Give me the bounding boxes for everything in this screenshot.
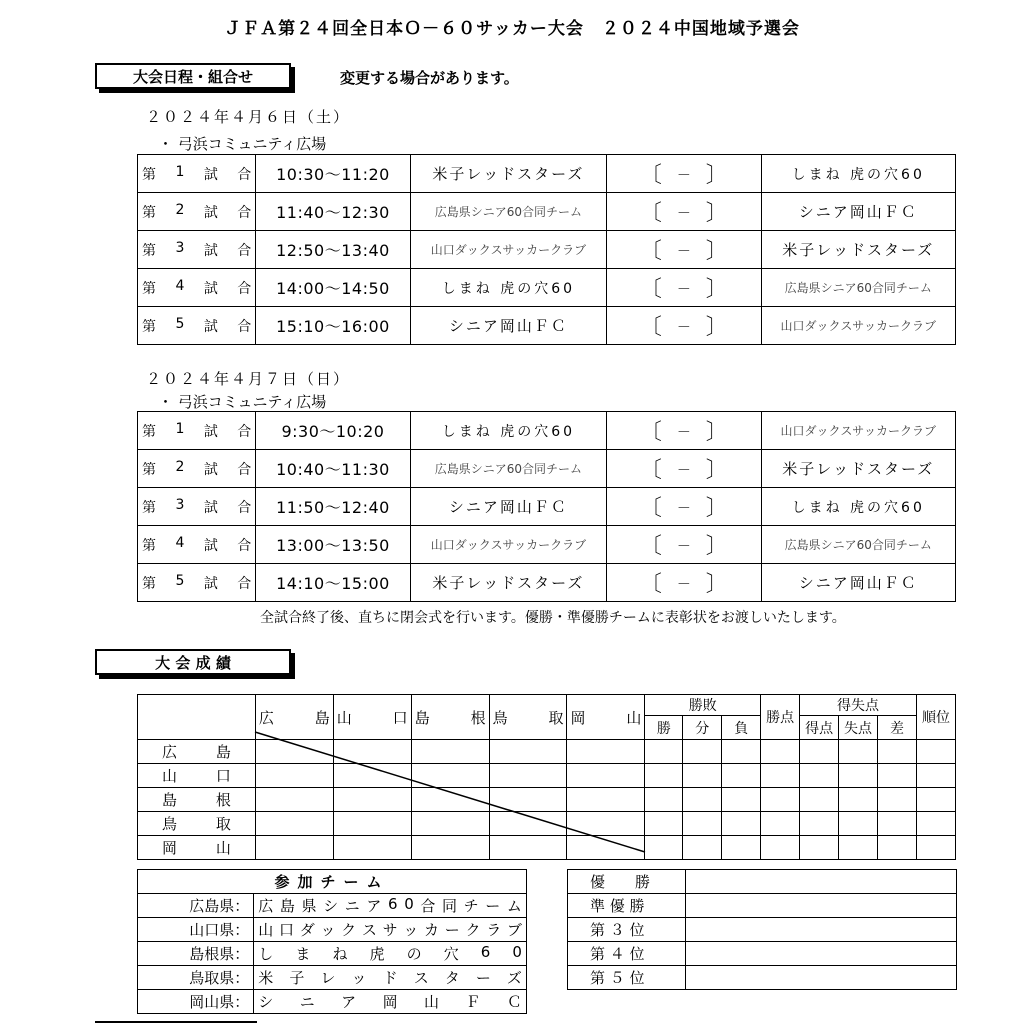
- results-goals-header: 得失点: [800, 695, 917, 716]
- match-row: [138, 307, 956, 345]
- results-cell[interactable]: [333, 764, 411, 788]
- match-time: 12:50～13:40: [256, 231, 410, 269]
- results-rank-header: 順位: [916, 695, 955, 740]
- team-name-char: 広: [258, 897, 274, 915]
- results-cell[interactable]: [567, 836, 645, 860]
- score-dash: －: [676, 462, 691, 479]
- score-bracket-left-icon: 〔: [639, 534, 662, 559]
- results-cell[interactable]: [411, 836, 489, 860]
- away-team: 米子レッドスターズ: [761, 231, 956, 269]
- ranking-label: 第 ５ 位: [568, 966, 686, 990]
- ranking-label: 第 ４ 位: [568, 942, 686, 966]
- away-team: 広島県シニア60合同チーム: [761, 526, 956, 564]
- match-time: 13:00～13:50: [256, 526, 410, 564]
- team-name-char: 島: [279, 897, 295, 915]
- score-cell: [607, 193, 761, 231]
- document-title: ＪＦＡ第２４回全日本Ｏ－６０サッカー大会 ２０２４中国地域予選会: [224, 19, 800, 39]
- score-bracket-right-icon: 〕: [705, 458, 728, 483]
- team-name-char: ク: [341, 921, 357, 939]
- score-bracket-left-icon: 〔: [639, 239, 662, 264]
- ranking-label: 優 勝: [568, 870, 686, 894]
- ranking-row: [568, 894, 957, 918]
- results-cell[interactable]: [877, 764, 916, 788]
- ranking-label: 第 ３ 位: [568, 918, 686, 942]
- team-name-char: レ: [320, 969, 336, 987]
- score-dash: －: [676, 576, 691, 593]
- participating-teams-table: [137, 869, 527, 1014]
- score-dash: －: [676, 319, 691, 336]
- team-prefecture: 鳥取県：: [138, 966, 254, 990]
- results-col-okayama: 岡 山: [567, 695, 645, 740]
- results-cell[interactable]: [489, 812, 567, 836]
- results-cell[interactable]: [877, 788, 916, 812]
- score-cell: [607, 307, 761, 345]
- score-bracket-left-icon: 〔: [639, 163, 662, 188]
- team-prefecture: 広島県：: [138, 894, 254, 918]
- score-dash: －: [676, 167, 691, 184]
- score-bracket-left-icon: 〔: [639, 496, 662, 521]
- results-cell[interactable]: [683, 812, 722, 836]
- team-name: [254, 894, 527, 918]
- score-dash: －: [676, 281, 691, 298]
- results-row: [138, 740, 956, 764]
- closing-ceremony-note: 全試合終了後、直ちに閉会式を行います。優勝・準優勝チームに表彰状をお渡しいたします。: [260, 610, 846, 626]
- team-row: [138, 966, 527, 990]
- score-cell: [607, 269, 761, 307]
- team-name-char: シ: [258, 993, 274, 1011]
- team-name-char: 虎: [369, 945, 385, 963]
- team-row: [138, 990, 527, 1014]
- away-team: シニア岡山ＦＣ: [761, 193, 956, 231]
- away-team: 山口ダックスサッカークラブ: [761, 307, 956, 345]
- results-cell[interactable]: [567, 812, 645, 836]
- results-cell[interactable]: [800, 764, 839, 788]
- team-name-char: し: [258, 945, 274, 963]
- match-row: [138, 412, 956, 450]
- results-cell[interactable]: [489, 836, 567, 860]
- team-name-char: ク: [465, 921, 481, 939]
- score-bracket-left-icon: 〔: [639, 572, 662, 597]
- away-team: 米子レッドスターズ: [761, 450, 956, 488]
- team-name-char: サ: [382, 921, 398, 939]
- results-cell[interactable]: [916, 764, 955, 788]
- team-name-char: 山: [258, 921, 274, 939]
- match-row: [138, 231, 956, 269]
- results-row-team: 島 根: [138, 788, 256, 812]
- results-cell[interactable]: [645, 764, 683, 788]
- results-cell[interactable]: [645, 836, 683, 860]
- score-dash: －: [676, 243, 691, 260]
- team-name: [254, 990, 527, 1014]
- results-cell[interactable]: [877, 836, 916, 860]
- score-bracket-left-icon: 〔: [639, 277, 662, 302]
- match-row: [138, 488, 956, 526]
- team-name-char: 口: [279, 921, 295, 939]
- team-name-char: ア: [366, 897, 382, 915]
- results-cell[interactable]: [839, 836, 878, 860]
- team-name-char: ッ: [320, 921, 336, 939]
- results-cell[interactable]: [800, 788, 839, 812]
- score-cell: [607, 488, 761, 526]
- results-cell[interactable]: [761, 836, 800, 860]
- results-cell[interactable]: [683, 788, 722, 812]
- results-cell[interactable]: [916, 836, 955, 860]
- score-bracket-left-icon: 〔: [639, 315, 662, 340]
- score-dash: －: [676, 205, 691, 222]
- results-points-header: 勝点: [761, 695, 800, 740]
- results-cell[interactable]: [645, 740, 683, 764]
- match-row: [138, 526, 956, 564]
- results-cell[interactable]: [645, 812, 683, 836]
- results-cell[interactable]: [333, 836, 411, 860]
- day2-date: ２０２４年４月７日（日）: [146, 370, 351, 388]
- team-name-char: ー: [485, 897, 501, 915]
- results-cell[interactable]: [255, 836, 333, 860]
- score-bracket-right-icon: 〕: [705, 277, 728, 302]
- schedule-section-header: [95, 63, 291, 89]
- team-name-char: ド: [382, 969, 398, 987]
- day2-schedule-table: [137, 411, 956, 602]
- results-cell[interactable]: [839, 812, 878, 836]
- results-cell[interactable]: [877, 812, 916, 836]
- team-row: [138, 894, 527, 918]
- team-name-char: ニ: [344, 897, 360, 915]
- ranking-team-cell[interactable]: [685, 966, 956, 990]
- score-bracket-right-icon: 〕: [705, 534, 728, 559]
- match-number: 第 5 試 合: [138, 307, 256, 345]
- match-time: 14:00～14:50: [256, 269, 410, 307]
- team-name: [254, 966, 527, 990]
- team-prefecture: 岡山県：: [138, 990, 254, 1014]
- away-team: 山口ダックスサッカークラブ: [761, 412, 956, 450]
- results-cell[interactable]: [683, 836, 722, 860]
- team-name-char: 山: [424, 993, 440, 1011]
- team-name-char: Ｃ: [506, 993, 522, 1011]
- team-name-char: 0: [512, 943, 522, 961]
- match-row: [138, 193, 956, 231]
- results-cell[interactable]: [489, 788, 567, 812]
- score-cell: [607, 450, 761, 488]
- score-cell: [607, 564, 761, 602]
- score-dash: －: [676, 424, 691, 441]
- home-team: シニア岡山ＦＣ: [410, 488, 606, 526]
- results-cell[interactable]: [333, 740, 411, 764]
- team-name-char: ッ: [403, 921, 419, 939]
- team-name-char: 6: [388, 895, 398, 913]
- ranking-team-cell[interactable]: [685, 894, 956, 918]
- home-team: 広島県シニア60合同チーム: [410, 193, 606, 231]
- team-name-char: タ: [444, 969, 460, 987]
- results-cell[interactable]: [761, 764, 800, 788]
- away-team: しまね 虎の穴60: [761, 155, 956, 193]
- results-cell[interactable]: [489, 764, 567, 788]
- bottom-rule: [95, 1021, 257, 1023]
- team-name-char: ダ: [299, 921, 315, 939]
- results-cell[interactable]: [333, 812, 411, 836]
- results-gf-header: 得点: [800, 716, 839, 740]
- team-name-char: ね: [332, 945, 348, 963]
- team-name-char: チ: [463, 897, 479, 915]
- results-wl-header: 勝敗: [645, 695, 761, 716]
- match-row: [138, 269, 956, 307]
- home-team: 米子レッドスターズ: [410, 564, 606, 602]
- results-cell[interactable]: [916, 740, 955, 764]
- team-name-char: ラ: [486, 921, 502, 939]
- score-bracket-right-icon: 〕: [705, 496, 728, 521]
- match-number: 第 4 試 合: [138, 269, 256, 307]
- team-name-char: ア: [341, 993, 357, 1011]
- day1-schedule-table: [137, 154, 956, 345]
- results-cell[interactable]: [839, 740, 878, 764]
- score-bracket-right-icon: 〕: [705, 315, 728, 340]
- results-row: [138, 836, 956, 860]
- match-time: 15:10～16:00: [256, 307, 410, 345]
- team-row: [138, 918, 527, 942]
- results-corner-cell: [138, 695, 256, 740]
- results-cell[interactable]: [567, 788, 645, 812]
- team-prefecture: 島根県：: [138, 942, 254, 966]
- ranking-team-cell[interactable]: [685, 918, 956, 942]
- match-time: 11:50～12:40: [256, 488, 410, 526]
- results-cell[interactable]: [255, 812, 333, 836]
- results-cell[interactable]: [761, 812, 800, 836]
- team-name-char: 同: [441, 897, 457, 915]
- results-row: [138, 788, 956, 812]
- match-row: [138, 450, 956, 488]
- results-cell[interactable]: [683, 740, 722, 764]
- team-name-char: ス: [413, 969, 429, 987]
- away-team: シニア岡山ＦＣ: [761, 564, 956, 602]
- schedule-note: 変更する場合があります。: [340, 69, 519, 87]
- match-time: 10:30～11:20: [256, 155, 410, 193]
- score-cell: [607, 526, 761, 564]
- match-number: 第 3 試 合: [138, 231, 256, 269]
- results-win-header: 勝: [645, 716, 683, 740]
- results-cell[interactable]: [255, 764, 333, 788]
- day1-date: ２０２４年４月６日（土）: [146, 108, 351, 126]
- results-cell[interactable]: [800, 812, 839, 836]
- results-row-team: 鳥 取: [138, 812, 256, 836]
- results-row-team: 広 島: [138, 740, 256, 764]
- results-cell[interactable]: [411, 788, 489, 812]
- match-number: 第 5 試 合: [138, 564, 256, 602]
- score-bracket-right-icon: 〕: [705, 239, 728, 264]
- results-cell[interactable]: [722, 812, 761, 836]
- results-cell[interactable]: [916, 812, 955, 836]
- team-name-char: ス: [361, 921, 377, 939]
- results-cell[interactable]: [916, 788, 955, 812]
- results-col-hiroshima: 広 島: [255, 695, 333, 740]
- ranking-row: [568, 966, 957, 990]
- score-bracket-right-icon: 〕: [705, 201, 728, 226]
- results-cell[interactable]: [800, 836, 839, 860]
- team-name-char: シ: [323, 897, 339, 915]
- team-name-char: 岡: [382, 993, 398, 1011]
- score-bracket-left-icon: 〔: [639, 458, 662, 483]
- home-team: しまね 虎の穴60: [410, 412, 606, 450]
- results-cell[interactable]: [722, 836, 761, 860]
- team-name-char: 県: [301, 897, 317, 915]
- results-cell[interactable]: [333, 788, 411, 812]
- results-table: [137, 694, 956, 860]
- results-cell[interactable]: [761, 740, 800, 764]
- score-bracket-right-icon: 〕: [705, 572, 728, 597]
- match-number: 第 2 試 合: [138, 193, 256, 231]
- results-col-tottori: 鳥 取: [489, 695, 567, 740]
- team-name: [254, 918, 527, 942]
- results-cell[interactable]: [877, 740, 916, 764]
- match-number: 第 2 試 合: [138, 450, 256, 488]
- results-cell[interactable]: [722, 740, 761, 764]
- team-name-char: ズ: [506, 969, 522, 987]
- results-cell[interactable]: [567, 740, 645, 764]
- team-name-char: 穴: [443, 945, 459, 963]
- results-cell[interactable]: [255, 740, 333, 764]
- results-header-text: 大 会 成 績: [155, 653, 231, 672]
- home-team: シニア岡山ＦＣ: [410, 307, 606, 345]
- score-bracket-right-icon: 〕: [705, 420, 728, 445]
- team-name-char: ー: [444, 921, 460, 939]
- results-cell[interactable]: [411, 812, 489, 836]
- match-number: 第 1 試 合: [138, 155, 256, 193]
- results-cell[interactable]: [800, 740, 839, 764]
- home-team: 広島県シニア60合同チーム: [410, 450, 606, 488]
- results-ga-header: 失点: [839, 716, 878, 740]
- match-time: 14:10～15:00: [256, 564, 410, 602]
- final-ranking-table: [567, 869, 957, 990]
- team-name-char: 6: [480, 943, 491, 961]
- team-name-char: ま: [295, 945, 311, 963]
- match-number: 第 1 試 合: [138, 412, 256, 450]
- team-name-char: ブ: [506, 921, 522, 939]
- results-gd-header: 差: [877, 716, 916, 740]
- results-cell[interactable]: [411, 740, 489, 764]
- score-cell: [607, 231, 761, 269]
- results-row: [138, 764, 956, 788]
- match-row: [138, 155, 956, 193]
- schedule-header-text: 大会日程・組合せ: [132, 67, 253, 86]
- team-name-char: ッ: [351, 969, 367, 987]
- results-cell[interactable]: [761, 788, 800, 812]
- ranking-row: [568, 870, 957, 894]
- match-time: 9:30～10:20: [256, 412, 410, 450]
- results-row-team: 山 口: [138, 764, 256, 788]
- home-team: しまね 虎の穴60: [410, 269, 606, 307]
- score-dash: －: [676, 538, 691, 555]
- results-section-header: [95, 649, 291, 675]
- home-team: 米子レッドスターズ: [410, 155, 606, 193]
- team-name-char: の: [406, 945, 422, 963]
- home-team: 山口ダックスサッカークラブ: [410, 526, 606, 564]
- team-name-char: Ｆ: [465, 993, 481, 1011]
- team-row: [138, 942, 527, 966]
- results-cell[interactable]: [411, 764, 489, 788]
- results-cell[interactable]: [839, 764, 878, 788]
- team-name-char: ニ: [299, 993, 315, 1011]
- results-cell[interactable]: [255, 788, 333, 812]
- results-cell[interactable]: [489, 740, 567, 764]
- results-loss-header: 負: [722, 716, 761, 740]
- results-row-team: 岡 山: [138, 836, 256, 860]
- score-cell: [607, 412, 761, 450]
- team-name-char: 子: [289, 969, 305, 987]
- score-bracket-left-icon: 〔: [639, 420, 662, 445]
- results-cell[interactable]: [839, 788, 878, 812]
- team-name-char: 0: [404, 895, 414, 913]
- team-name: [254, 942, 527, 966]
- results-cell[interactable]: [567, 764, 645, 788]
- results-cell[interactable]: [722, 764, 761, 788]
- ranking-row: [568, 918, 957, 942]
- match-number: 第 3 試 合: [138, 488, 256, 526]
- teams-header: 参加チーム: [138, 870, 527, 894]
- team-name-char: ム: [506, 897, 522, 915]
- away-team: 広島県シニア60合同チーム: [761, 269, 956, 307]
- match-time: 11:40～12:30: [256, 193, 410, 231]
- match-time: 10:40～11:30: [256, 450, 410, 488]
- day1-venue: ・ 弓浜コミュニティ広場: [158, 135, 327, 153]
- ranking-row: [568, 942, 957, 966]
- ranking-team-cell[interactable]: [685, 942, 956, 966]
- team-name-char: ー: [475, 969, 491, 987]
- match-number: 第 4 試 合: [138, 526, 256, 564]
- ranking-label: 準 優 勝: [568, 894, 686, 918]
- results-draw-header: 分: [683, 716, 722, 740]
- team-name-char: 合: [420, 897, 436, 915]
- results-col-yamaguchi: 山 口: [333, 695, 411, 740]
- team-name-char: 米: [258, 969, 274, 987]
- team-name-char: カ: [424, 921, 440, 939]
- match-row: [138, 564, 956, 602]
- ranking-team-cell[interactable]: [685, 870, 956, 894]
- results-col-shimane: 島 根: [411, 695, 489, 740]
- day2-venue: ・ 弓浜コミュニティ広場: [158, 393, 327, 411]
- results-cell[interactable]: [683, 764, 722, 788]
- results-cell[interactable]: [722, 788, 761, 812]
- results-cell[interactable]: [645, 788, 683, 812]
- score-bracket-left-icon: 〔: [639, 201, 662, 226]
- score-bracket-right-icon: 〕: [705, 163, 728, 188]
- home-team: 山口ダックスサッカークラブ: [410, 231, 606, 269]
- team-prefecture: 山口県：: [138, 918, 254, 942]
- results-row: [138, 812, 956, 836]
- score-dash: －: [676, 500, 691, 517]
- away-team: しまね 虎の穴60: [761, 488, 956, 526]
- score-cell: [607, 155, 761, 193]
